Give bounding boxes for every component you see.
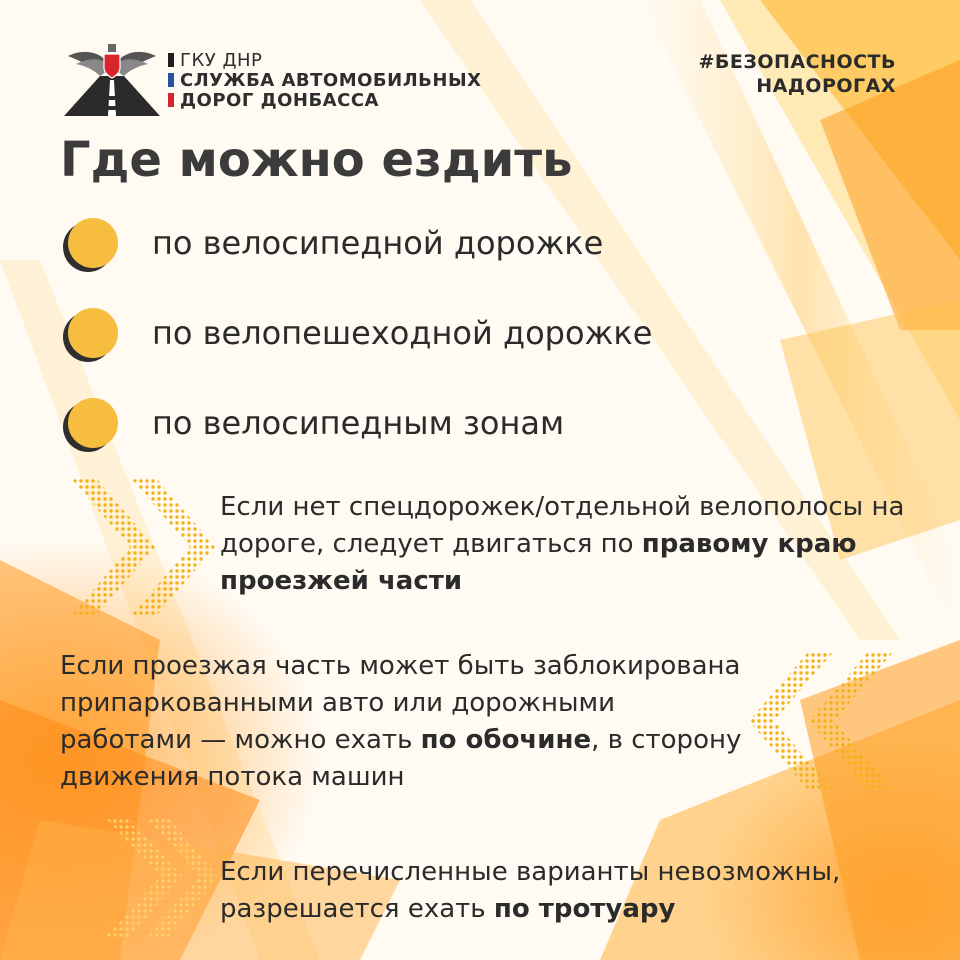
flag-black [168,53,174,67]
org-line-1 [168,50,481,70]
note-shoulder-text-b: , в сторону движения потока машин [60,725,742,792]
org-line-3 [168,90,481,110]
page-title: Где можно ездить [60,132,573,188]
list-item-label: по велопешеходной дорожке [152,314,653,352]
note-sidewalk [220,854,920,928]
road-agency-logo-icon [60,38,164,118]
note-sidewalk-text: Если перечисленные варианты невозможны, разрешается ехать [220,857,841,924]
hashtag-line-2: НАДОРОГАХ [756,75,896,97]
note-shoulder-text-a: Если проезжая часть может быть заблокирована припаркованными авто или дорожными работами — можно ехать [60,651,741,755]
org-line-3-text: ДОРОГ ДОНБАССА [180,89,379,111]
flag-blue [168,73,174,87]
hashtag [698,50,896,98]
note-shoulder [60,648,750,796]
yellow-dot-icon [68,218,118,268]
note-right-edge-text: Если нет спецдорожек/отдельной велополосы на дороге, следует двигаться по [220,492,905,559]
note-sidewalk-bold: по тротуару [493,894,676,924]
list-item-label: по велосипедным зонам [152,404,565,442]
hashtag-line-1: #БЕЗОПАСНОСТЬ [698,51,896,73]
note-right-edge-bold: правому краю проезжей части [220,529,857,596]
note-right-edge [220,489,930,600]
list-item-label: по велосипедной дорожке [152,224,604,262]
flag-red [168,93,174,107]
note-shoulder-bold: по обочине [420,725,592,755]
yellow-dot-icon [68,308,118,358]
org-line-2-text: СЛУЖБА АВТОМОБИЛЬНЫХ [180,69,482,91]
list-item-bike-zones [68,398,564,448]
chevrons-left-icon [744,646,904,796]
list-item-bike-lane [68,218,603,268]
org-line-1-text: ГКУ ДНР [180,49,263,71]
org-line-2 [168,70,481,90]
org-name [168,50,481,110]
yellow-dot-icon [68,398,118,448]
list-item-shared-path [68,308,652,358]
chevrons-right-icon [60,472,220,622]
chevrons-bottom-icon [100,812,220,942]
